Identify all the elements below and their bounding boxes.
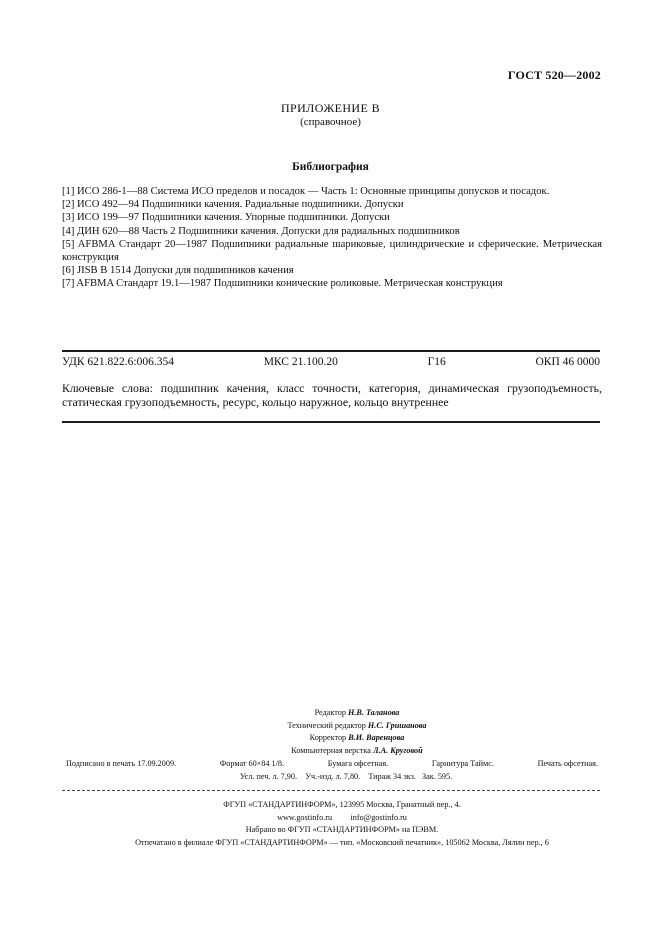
bibliography-item: [3] ИСО 199—97 Подшипники качения. Упорные подшипники. Допуски (62, 212, 390, 224)
print-info (62, 758, 602, 783)
appendix-heading (0, 101, 661, 128)
bibliography-title: Библиография (292, 161, 369, 173)
printed-line: Отпечатано в филиале ФГУП «СТАНДАРТИНФОРМ» — тип. «Московский печатник», 105062 Москва, Лялин пер., 6 (135, 837, 549, 847)
pub-sheets: Уч.-изд. л. 7,80. (305, 771, 361, 781)
typeset-line: Набрано во ФГУП «СТАНДАРТИНФОРМ» на ПЭВМ. (245, 825, 439, 835)
publisher-contacts (82, 812, 602, 825)
print-info-row (62, 771, 602, 784)
keywords: Ключевые слова: подшипник качения, класс точности, категория, динамическая грузоподъемность, статическая грузоподъемность, ресурс, кольцо наружное, кольцо внутреннее (62, 381, 602, 409)
group-code: Г16 (427, 356, 446, 368)
bibliography-item: [6] JISB В 1514 Допуски для подшипников качения (62, 265, 294, 277)
layout-line: Компьютерная верстка Л.А. Круговой (291, 745, 423, 755)
corrector-name: В.И. Варенцова (348, 733, 405, 743)
classification-row (62, 356, 600, 368)
publisher-website[interactable]: www.gostinfo.ru (277, 812, 333, 822)
mks-code: МКС 21.100.20 (263, 356, 338, 368)
print-run: Тираж 34 экз. (368, 771, 416, 781)
keywords-bottom-rule (62, 421, 600, 423)
gost-code: ГОСТ 520—2002 (507, 68, 601, 82)
paper-format: Формат 60×84 1/8. (219, 759, 285, 768)
appendix-subtitle: (справочное) (300, 116, 361, 128)
appendix-title: ПРИЛОЖЕНИЕ В (280, 101, 381, 115)
order-number: Зак. 595. (422, 771, 453, 781)
signed-date: Подписано в печать 17.09.2009. (66, 759, 177, 768)
print-sheets: Усл. печ. л. 7,90. (239, 771, 298, 781)
publisher-block (62, 799, 602, 849)
bibliography-item: [2] ИСО 492—94 Подшипники качения. Радиальные подшипники. Допуски (62, 199, 404, 211)
dashed-divider (62, 790, 600, 791)
bibliography-list (62, 185, 602, 291)
editor-line: Редактор Н.В. Таланова (314, 708, 400, 717)
udk-code: УДК 621.822.6:006.354 (62, 356, 174, 368)
bibliography-item: [5] AFBMA Стандарт 20—1987 Подшипники радиальные шариковые, цилиндрические и сферические. Метрическая конструкция (62, 238, 602, 264)
publisher-address: ФГУП «СТАНДАРТИНФОРМ», 123995 Москва, Гранатный пер., 4. (223, 800, 461, 809)
typeface: Гарнитура Таймс. (431, 759, 494, 768)
tech-editor-line: Технический редактор Н.С. Гришанова (287, 720, 427, 730)
tech-editor-name: Н.С. Гришанова (367, 720, 427, 730)
editor-name: Н.В. Таланова (347, 708, 400, 717)
publisher-email[interactable]: info@gostinfo.ru (350, 812, 407, 822)
okp-code: ОКП 46 0000 (535, 356, 600, 368)
layout-name: Л.А. Круговой (373, 745, 423, 755)
bibliography-item: [4] ДИН 620—88 Часть 2 Подшипники качения. Допуски для радиальных подшипников (62, 225, 460, 237)
print-info-row (62, 758, 602, 771)
paper-type: Бумага офсетная. (327, 759, 389, 768)
print-type: Печать офсетная. (537, 759, 598, 768)
corrector-line: Корректор В.И. Варенцова (309, 733, 405, 743)
bibliography-item: [7] AFBMA Стандарт 19.1—1987 Подшипники конические роликовые. Метрическая конструкция (62, 278, 503, 290)
editors-block (62, 707, 602, 757)
classification-top-rule (62, 350, 600, 352)
bibliography-item: [1] ИСО 286-1—88 Система ИСО пределов и посадок — Часть 1: Основные принципы допусков и посадок. (62, 186, 550, 197)
